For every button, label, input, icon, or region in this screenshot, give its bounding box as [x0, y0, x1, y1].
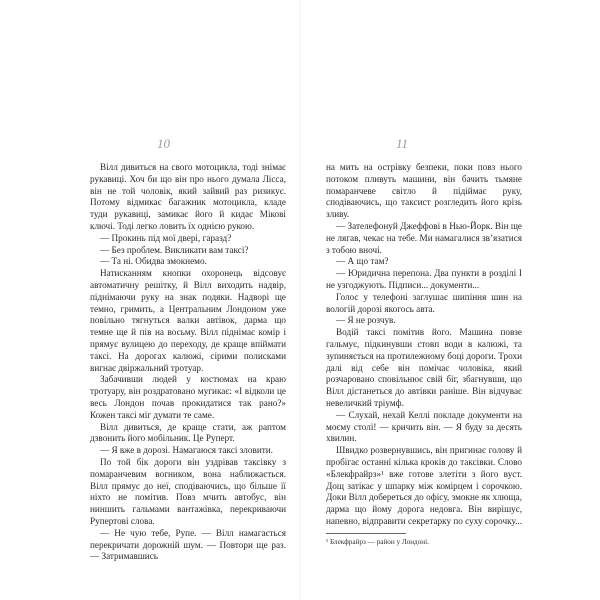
paragraph: — Я вже в дорозі. Намагаюся таксі зловити. — [100, 445, 273, 456]
paragraph: Вілл дивиться на свого мотоцикла, тоді знімає рукавиці. Хоч би що він про нього думала Лісса, він не той чоловік, який зайвий раз ризикує. Потому відмикає багажник мотоцикла, кладе туди рукавиці, замикає його й кидає Мікові ключі. Тоді легко ловить їх однією рукою. — [90, 162, 286, 231]
paragraph: — Я не розчув. — [336, 315, 396, 326]
paragraph: — Юридична перепона. Два пункти в розділі І не узгоджують. Підписи... документи... — [326, 268, 522, 290]
paragraph: — А що там? — [336, 256, 389, 267]
right-page-body — [326, 162, 522, 528]
paragraph: — Прокинь під мої двері, гаразд? — [100, 232, 232, 243]
paragraph: Забачивши людей у костюмах на краю тротуару, він роздратовано мугикає: «І відколи це весь Лондон почав прокидатися так рано?» Кожен таксі міг думати те саме. — [90, 374, 286, 420]
right-page — [300, 0, 600, 600]
page-number-left: 10 — [157, 136, 170, 151]
paragraph: Вілл дивиться, де краще стати, аж раптом дзвонить його мобільник. Це Руперт. — [90, 421, 286, 444]
paragraph: — Зателефонуй Джеффові в Нью-Йорк. Він ще не лягав, чекає на тебе. Ми намагалися зв’язатися з тобою вночі. — [326, 220, 522, 255]
footnote-divider — [326, 533, 406, 534]
paragraph: Водій таксі помітив його. Машина повзе гальмує, підкинувши стовп води в калюжі, та зупиняється на протилежному боці дороги. Трохи далі від себе він помічає чоловіка, який розчаровано сповільнює свій біг, збагнувши, що Вілл дістанеться до автівки раніше. Він відчуває невеличкий тріумф. — [326, 327, 522, 408]
paragraph: — Слухай, нехай Келлі покладе документи на моєму столі! — кричить він. — Я буду за десять хвилин. — [326, 409, 522, 444]
paragraph: Швидко розвернувшись, він пригинає голову й пробігає останні кілька кроків до таксівки. Слово «Блекфрайрз»¹ вже готове злетіти з його вуст. Дощ затікає у шпарку між комірцем і сорочкою. Доки Вілл добереться до офісу, змокне як хлюща, дарма що йому дорога недовга. Він вирішує, напевно, відправити секретарку по суху сорочку... — [326, 445, 523, 526]
paragraph: — Без проблем. Викликати вам таксі? — [100, 244, 249, 255]
left-page-body — [90, 162, 286, 563]
paragraph: — Та ні. Обидва змокнемо. — [100, 256, 207, 267]
paragraph: на мить на острівку безпеки, поки повз нього потоком пливуть машини, він бачить тьмяне помаранчеве світло й підіймає руку, сподіваючись, що таксист розгледить його крізь зливу. — [326, 162, 522, 220]
footnote: ¹ Блекфрайрз — район у Лондоні. — [326, 538, 429, 546]
paragraph: — Не чую тебе, Рупе. — Вілл намагається перекричати дорожній шум. — Повтори ще раз. — Затримавшись — [90, 527, 286, 562]
paragraph: Голос у телефоні заглушає шипіння шин на вологій дорозі якогось авта. — [326, 291, 522, 314]
paragraph: По той бік дороги він уздрівав таксівку з помаранчевим вогником, вона наближається. Вілл прямує до неї, сподіваючись, що більше її ніхто не помітив. Повз мчить автобус, він ниншить гальмами вантажівка, перекриваючи Рупертові слова. — [90, 456, 286, 526]
paragraph: Натисканням кнопки охоронець відсовує автоматичну решітку, й Вілл виходить надвір, піднімаючи руку на знак подяки. Надворі ще темно, гримить, а Центральним Лондоном уже повільно тягнуться валки автівок, дарма що темне ще й пів на восьму. Вілл піднімає комір і прямує вулицею до переходу, де краще впіймати таксі. На дорогах калюжі, сірими полисками вигнає двіржальний тротуар. — [90, 268, 286, 373]
page-number-right: 11 — [396, 136, 409, 151]
